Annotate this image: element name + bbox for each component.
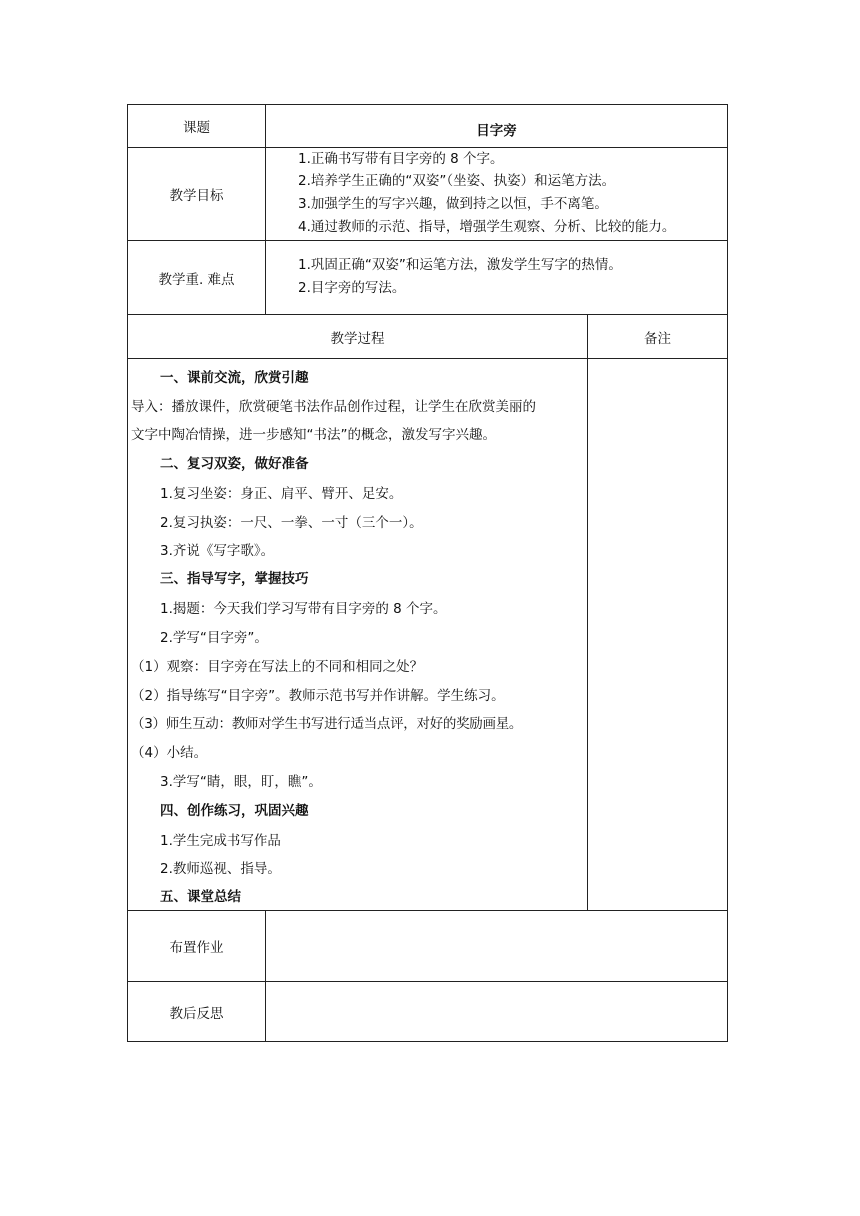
reflection-content — [266, 982, 727, 1041]
process-line: （1）观察：目字旁在写法上的不同和相同之处？ — [131, 659, 424, 675]
section-heading: 一、课前交流，欣赏引趣 — [160, 370, 309, 386]
process-line: 2.学写“目字旁”。 — [160, 630, 268, 646]
objective-item: 2.培养学生正确的“双姿”（坐姿、执姿）和运笔方法。 — [298, 173, 616, 189]
topic-value: 目字旁 — [476, 123, 517, 139]
objective-item: 1.正确书写带有目字旁的 8 个字。 — [298, 151, 504, 167]
process-line: 2.复习执姿：一尺、一拳、一寸（三个一）。 — [160, 515, 423, 531]
process-line: （3）师生互动：教师对学生书写进行适当点评，对好的奖励画星。 — [131, 716, 523, 732]
process-line: 导入：播放课件，欣赏硬笔书法作品创作过程，让学生在欣赏美丽的 — [131, 399, 536, 415]
process-line: 2.教师巡视、指导。 — [160, 861, 281, 877]
objective-item: 3.加强学生的写字兴趣，做到持之以恒，手不离笔。 — [298, 196, 608, 212]
notes-header: 备注 — [644, 330, 671, 347]
process-line: 1.复习坐姿：身正、肩平、臂开、足安。 — [160, 486, 403, 502]
reflection-label: 教后反思 — [169, 1005, 224, 1022]
section-heading: 三、指导写字，掌握技巧 — [160, 571, 309, 587]
process-line: 文字中陶冶情操，进一步感知“书法”的概念，激发写字兴趣。 — [131, 427, 496, 443]
keypoints-list — [298, 255, 726, 305]
section-heading: 五、课堂总结 — [160, 889, 241, 905]
process-line: （4）小结。 — [131, 745, 208, 761]
keypoint-item: 2.目字旁的写法。 — [298, 280, 406, 296]
process-line: 3.学写“睛，眼，盯，瞧”。 — [160, 774, 322, 790]
keypoints-label: 教学重. 难点 — [158, 271, 235, 288]
process-line: 1.学生完成书写作品 — [160, 833, 281, 849]
objective-item: 4.通过教师的示范、指导，增强学生观察、分析、比较的能力。 — [298, 219, 676, 235]
objectives-list — [298, 149, 726, 239]
notes-content — [588, 359, 727, 909]
process-line: 1.揭题：今天我们学习写带有目字旁的 8 个字。 — [160, 601, 447, 617]
objectives-label: 教学目标 — [169, 188, 224, 204]
homework-label: 布置作业 — [169, 940, 224, 956]
process-header: 教学过程 — [330, 330, 385, 347]
process-content — [131, 359, 586, 909]
section-heading: 四、创作练习，巩固兴趣 — [160, 803, 309, 819]
homework-content — [266, 911, 727, 981]
process-line: 3.齐说《写字歌》。 — [160, 543, 275, 559]
keypoint-item: 1.巩固正确“双姿”和运笔方法，激发学生写字的热情。 — [298, 257, 622, 273]
topic-label: 课题 — [183, 120, 210, 136]
process-line: （2）指导练写“目字旁”。教师示范书写并作讲解。学生练习。 — [131, 688, 505, 704]
section-heading: 二、复习双姿，做好准备 — [160, 456, 309, 472]
